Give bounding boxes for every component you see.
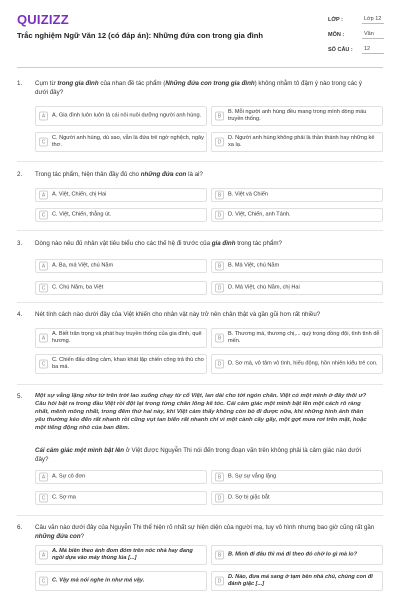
option-letter: B	[215, 473, 224, 482]
question-divider	[17, 384, 383, 385]
option-b[interactable]	[211, 259, 383, 273]
question-text	[35, 311, 375, 320]
option-d[interactable]	[211, 281, 383, 295]
option-text: D. Người anh hùng không phải là thần thánh hay những kẻ xa lạ.	[228, 134, 375, 148]
option-letter: C	[39, 577, 48, 586]
text-emphasis: những đứa con	[35, 532, 81, 540]
option-letter: A	[39, 473, 48, 482]
question-number: 3.	[17, 240, 23, 247]
option-letter: B	[215, 191, 224, 200]
option-letter: D	[215, 360, 224, 369]
option-a[interactable]	[35, 470, 207, 484]
option-d[interactable]	[211, 354, 383, 374]
text-part: Nét tính cách nào dưới đây của Việt khiến cho nhân vật này trở nên chân thật và gần gũi hơn rất nhiều?	[35, 311, 321, 318]
question-number: 2.	[17, 171, 23, 178]
option-letter: A	[39, 112, 48, 121]
option-letter: A	[39, 191, 48, 200]
option-letter: C	[39, 360, 48, 369]
worksheet-meta	[328, 13, 388, 58]
option-text: B. Mình đi đâu thì má đi theo đó chớ lo gì mà lo?	[228, 551, 357, 558]
text-emphasis: những đứa con	[140, 171, 187, 178]
text-emphasis: gia đình	[211, 240, 236, 247]
option-text: D. Sợ bị giặc bắt	[228, 494, 270, 501]
option-text: B. Mỗi người anh hùng đều mang trong mình dòng máu truyền thống.	[228, 108, 367, 122]
option-a[interactable]	[35, 188, 207, 202]
option-b[interactable]	[211, 106, 383, 126]
meta-subject	[328, 28, 388, 43]
option-letter: D	[215, 494, 224, 503]
option-c[interactable]	[35, 571, 207, 591]
option-b[interactable]	[211, 470, 383, 484]
text-part: Dòng nào nêu đủ nhân vật tiêu biểu cho các thế hệ đi trước của	[35, 240, 212, 247]
option-text: A. Việt, Chiến, chị Hai	[52, 191, 107, 198]
meta-class-label: LỚP :	[328, 17, 343, 23]
option-d[interactable]	[211, 571, 383, 591]
option-text: D. Má Việt, chú Năm, chị Hai	[228, 284, 300, 291]
option-letter: D	[215, 284, 224, 293]
question-text	[35, 171, 375, 180]
option-text: C. Chiến đấu dũng cảm, khao khát lập chiến công trả thù cho ba má.	[52, 356, 204, 370]
option-letter: B	[215, 112, 224, 121]
option-text: C. Sợ ma	[52, 494, 76, 501]
option-letter: C	[39, 138, 48, 147]
text-part: Trong tác phẩm, hiện thân đầy đủ cho	[35, 171, 141, 178]
option-a[interactable]	[35, 328, 207, 348]
question-divider	[17, 230, 383, 231]
option-text: C. Người anh hùng, dù sao, vẫn là đứa trẻ ngờ nghệch, ngây thơ.	[52, 134, 204, 148]
option-b[interactable]	[211, 545, 383, 565]
text-emphasis: Những đứa con trong gia đình	[165, 80, 255, 87]
option-c[interactable]	[35, 491, 207, 505]
text-part: Câu văn nào dưới đây của Nguyễn Thi thể hiện rõ nhất sự hiện diện của người mạ, tuy vô hình nhưng bao giờ cũng rất gần	[35, 524, 375, 531]
option-text: C. Chú Năm, ba Việt	[52, 284, 104, 291]
option-b[interactable]	[211, 188, 383, 202]
option-letter: D	[215, 138, 224, 147]
option-letter: C	[39, 211, 48, 220]
option-c[interactable]	[35, 132, 207, 152]
question-divider	[17, 515, 383, 516]
option-text: A. Sự cô đơn	[52, 473, 86, 480]
quizizz-logo: QUIZIZZ	[17, 12, 69, 27]
option-letter: B	[215, 262, 224, 271]
meta-subject-label: MÔN :	[328, 32, 345, 38]
question-divider	[17, 302, 383, 303]
meta-count	[328, 43, 388, 58]
option-text: B. Việt và Chiến	[228, 191, 269, 198]
option-a[interactable]	[35, 545, 207, 565]
option-d[interactable]	[211, 132, 383, 152]
option-letter: D	[215, 211, 224, 220]
question-number: 1.	[17, 80, 23, 87]
option-text: D. Sơ mà, vô tâm vô tình, hiếu động, hồn nhiên kiểu trẻ con.	[228, 360, 378, 367]
question-text	[35, 240, 375, 249]
text-part: ?	[80, 532, 85, 540]
option-text: C. Vậy mà nói nghe in như má vậy.	[52, 577, 145, 584]
option-letter: C	[39, 284, 48, 293]
option-text: B. Thương má, thương chị,... quý trọng đồng đội, tình tình dễ mến.	[228, 330, 380, 344]
text-emphasis: Cái cảm giác một mình bật lên	[35, 447, 125, 454]
text-part: ở Việt được Nguyễn Thi nói đến trong đoạn văn trên không phải là cảm giác nào dưới đây?	[35, 447, 361, 463]
question-number: 4.	[17, 311, 23, 318]
option-c[interactable]	[35, 354, 207, 374]
option-c[interactable]	[35, 281, 207, 295]
option-letter: B	[215, 334, 224, 343]
text-part: là ai?	[186, 171, 203, 178]
option-letter: A	[39, 334, 48, 343]
question-passage: Một sự vắng lặng như từ trên trời lao xuống chạy từ cổ Việt, lan dài cho tới ngón chân. Việt có một mình ở đây thôi ư? Câu hỏi bật ra trong đầu Việt rồi đột lại trong từng chân lông kẽ tóc. Cái cảm giác một mình bật lên một cách rõ ràng nhất, mênh mông nhất, trong đêm thứ hai này, khi Việt cảm thấy không còn bò đi được nữa, khi những hình ảnh thân yêu thường kéo đến rất nhanh rồi cũng vụt tan biến rất nhanh chỉ vì một cành cây gãy, một gợt mưa rơi trên mặt, hoặc một tiếng động nhỏ của ban đêm.	[35, 393, 367, 431]
meta-subject-value: Văn	[362, 29, 384, 39]
option-a[interactable]	[35, 259, 207, 273]
option-text: B. Má Việt, chú Năm	[228, 262, 280, 269]
option-letter: D	[215, 577, 224, 586]
option-text: A. Ba, má Việt, chú Năm	[52, 262, 114, 269]
option-text: D. Nào, đưa má sang ở tạm bên nhà chú, chúng con đi đánh giặc [...]	[228, 573, 373, 587]
question-text	[35, 80, 375, 97]
option-text: A. Biết trân trọng và phát huy truyền thống của gia đình, quê hương.	[52, 330, 202, 344]
option-text: C. Việt, Chiến, thằng út.	[52, 211, 112, 218]
question-number: 6.	[17, 524, 23, 531]
option-d[interactable]	[211, 491, 383, 505]
header-divider	[17, 67, 383, 68]
question-text	[35, 524, 375, 541]
option-text: B. Sự sự vắng lặng	[228, 473, 277, 480]
option-letter: B	[215, 551, 224, 560]
meta-class	[328, 13, 388, 28]
text-emphasis: trong gia đình	[57, 80, 99, 87]
meta-count-label: SỐ CÂU :	[328, 47, 353, 53]
option-text: A. Má biên theo ảnh đom đóm trên nóc nhà hay đang ngồi dựa vào máy thùng lúa [...]	[52, 547, 193, 561]
meta-count-value: 12	[362, 44, 384, 54]
worksheet-title: Trắc nghiệm Ngữ Văn 12 (có đáp án): Những đứa con trong gia đình	[17, 31, 264, 40]
option-letter: C	[39, 494, 48, 503]
text-part: trong tác phẩm?	[235, 240, 282, 247]
text-part: Cụm từ	[35, 80, 58, 87]
option-letter: A	[39, 262, 48, 271]
meta-class-value: Lớp 12	[362, 14, 384, 24]
option-letter: A	[39, 551, 48, 560]
text-part: của nhan đề tác phẩm (	[98, 80, 166, 87]
option-text: A. Gia đình luôn luôn là cái nôi nuôi dưỡng người anh hùng.	[52, 112, 202, 119]
option-b[interactable]	[211, 328, 383, 348]
option-a[interactable]	[35, 106, 207, 126]
option-text: D. Việt, Chiến, anh Tánh.	[228, 211, 291, 218]
question-divider	[17, 161, 383, 162]
question-number: 5.	[17, 393, 23, 400]
question-text	[35, 447, 375, 464]
option-c[interactable]	[35, 208, 207, 222]
text-part: ) không nhằm tô đậm ý nào trong các ý dưới đây?	[35, 80, 362, 96]
option-d[interactable]	[211, 208, 383, 222]
